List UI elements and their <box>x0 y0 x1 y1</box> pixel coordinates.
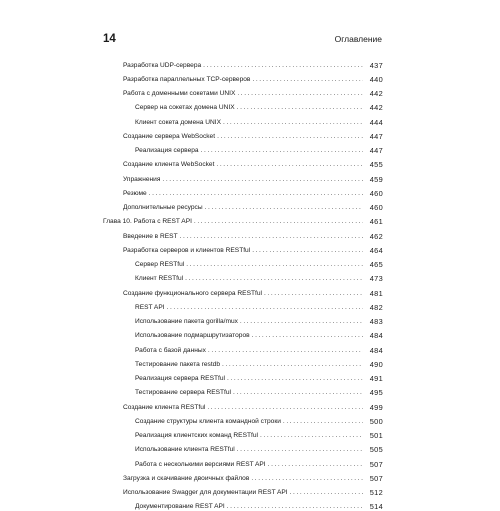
toc-entry-page: 442 <box>369 89 383 98</box>
toc-entry <box>103 198 383 212</box>
toc-entry <box>103 341 383 355</box>
toc-leader-dots <box>240 318 363 326</box>
toc-leader-dots <box>283 418 363 426</box>
toc-leader-dots <box>227 375 363 383</box>
toc-entry <box>103 70 383 84</box>
toc-entry <box>103 483 383 497</box>
toc-entry-title: Работа с доменными сокетами UNIX <box>123 90 236 97</box>
running-head: Оглавление <box>334 34 382 44</box>
toc-leader-dots <box>260 432 363 440</box>
toc-entry <box>103 326 383 340</box>
toc-leader-dots <box>201 147 363 155</box>
toc-entry-page: 507 <box>369 473 383 483</box>
toc-leader-dots <box>268 461 363 469</box>
toc-leader-dots <box>149 190 363 198</box>
toc-entry-page: 464 <box>369 245 383 255</box>
toc-entry-title: Реализация сервера RESTful <box>135 375 225 382</box>
toc-entry-page: 481 <box>369 288 383 298</box>
toc-entry-page: 473 <box>369 274 383 284</box>
toc-entry-page: 459 <box>369 174 383 184</box>
toc-entry <box>103 455 383 469</box>
toc-entry-page: 460 <box>369 203 383 212</box>
toc-leader-dots <box>264 290 363 298</box>
toc-entry-page: 437 <box>369 60 383 70</box>
toc-leader-dots <box>186 261 363 269</box>
toc-entry-title: Создание клиента WebSocket <box>123 161 215 169</box>
toc-entry-page: 447 <box>369 131 383 141</box>
toc-entry-title: Загрузка и скачивание двоичных файлов <box>123 474 250 482</box>
toc-entry <box>103 241 383 255</box>
page-number: 14 <box>103 33 116 45</box>
toc-entry <box>103 383 383 397</box>
toc-leader-dots <box>185 275 363 283</box>
toc-entry <box>103 398 383 412</box>
toc-entry <box>103 56 383 70</box>
toc-leader-dots <box>237 104 363 112</box>
toc-entry-page: 512 <box>369 488 383 497</box>
toc-entry <box>103 284 383 298</box>
toc-leader-dots <box>252 247 363 255</box>
toc-entry <box>103 412 383 426</box>
toc-entry-title: Реализация сервера <box>135 147 199 154</box>
toc-entry-page: 442 <box>369 103 383 113</box>
toc-entry-title: Использование пакета gorilla/mux <box>135 318 238 325</box>
toc-entry <box>103 355 383 369</box>
toc-entry-page: 499 <box>369 402 383 412</box>
toc-entry <box>103 141 383 155</box>
toc-entry <box>103 255 383 269</box>
toc-leader-dots <box>252 76 363 84</box>
toc-entry <box>103 212 383 226</box>
toc-entry <box>103 127 383 141</box>
toc-entry-page: 490 <box>369 359 383 369</box>
toc-leader-dots <box>180 233 363 241</box>
toc-leader-dots <box>222 361 363 369</box>
toc-entry <box>103 497 383 511</box>
toc-entry-title: Создание клиента RESTful <box>123 403 206 411</box>
toc-entry-title: REST API <box>135 303 165 311</box>
toc-entry <box>103 227 383 241</box>
toc-leader-dots <box>233 389 363 397</box>
toc-leader-dots <box>251 475 363 483</box>
toc-entry-page: 484 <box>369 345 383 355</box>
toc-entry-title: Создание структуры клиента командной строки <box>135 417 281 425</box>
toc-entry-title: Разработка UDP-сервера <box>123 61 202 69</box>
toc-entry-title: Глава 10. Работа с REST API <box>103 218 192 226</box>
toc-entry-page: 465 <box>369 260 383 269</box>
toc-entry-title: Сервер на сокетах домена UNIX <box>135 104 235 112</box>
toc-entry-page: 461 <box>369 217 383 227</box>
toc-entry-title: Дополнительные ресурсы <box>123 204 203 211</box>
toc-entry-page: 495 <box>369 388 383 398</box>
toc-leader-dots <box>223 119 363 127</box>
toc-entry-page: 483 <box>369 317 383 326</box>
toc-entry-title: Клиент RESTful <box>135 275 184 283</box>
toc-entry <box>103 98 383 112</box>
toc-entry-title: Документирование REST API <box>135 503 225 511</box>
toc-entry-title: Работа с базой данных <box>135 346 206 354</box>
toc-entry-page: 460 <box>369 188 383 198</box>
toc-leader-dots <box>237 90 363 98</box>
toc-entry-page: 440 <box>369 74 383 84</box>
toc-entry <box>103 113 383 127</box>
toc-leader-dots <box>227 503 363 511</box>
toc-entry <box>103 469 383 483</box>
toc-leader-dots <box>205 204 363 212</box>
toc-entry-title: Упражнения <box>123 175 161 183</box>
toc-entry-page: 507 <box>369 459 383 469</box>
toc-entry-page: 505 <box>369 445 383 455</box>
toc-entry-page: 500 <box>369 416 383 426</box>
toc-entry-title: Работа с несколькими версиями REST API <box>135 460 266 468</box>
toc-entry-page: 444 <box>369 117 383 127</box>
toc-entry-title: Использование подмаршрутизаторов <box>135 332 250 340</box>
toc-entry-page: 514 <box>369 502 383 511</box>
toc-entry <box>103 440 383 454</box>
toc-entry-title: Реализация клиентских команд RESTful <box>135 432 258 439</box>
toc-entry <box>103 369 383 383</box>
toc-entry-page: 455 <box>369 160 383 170</box>
toc-entry-title: Тестирование сервера RESTful <box>135 389 232 397</box>
toc-leader-dots <box>162 176 363 184</box>
toc-leader-dots <box>203 62 363 70</box>
toc-entry-page: 491 <box>369 374 383 383</box>
toc-leader-dots <box>237 446 363 454</box>
toc-entry-title: Разработка серверов и клиентов RESTful <box>123 246 251 254</box>
toc-entry-page: 447 <box>369 146 383 155</box>
toc-entry-title: Использование клиента RESTful <box>135 446 235 454</box>
toc-leader-dots <box>167 304 363 312</box>
toc-leader-dots <box>208 347 363 355</box>
toc-entry <box>103 269 383 283</box>
toc-entry-title: Введение в REST <box>123 232 178 240</box>
toc-entry <box>103 155 383 169</box>
toc-entry-title: Создание сервера WebSocket <box>123 132 216 140</box>
toc-leader-dots <box>216 161 363 169</box>
toc-entry <box>103 312 383 326</box>
toc-leader-dots <box>194 218 363 226</box>
toc-entry-title: Создание функционального сервера RESTful <box>123 289 262 297</box>
toc-leader-dots <box>290 489 363 497</box>
toc-entry-title: Использование Swagger для документации REST API <box>123 489 288 496</box>
toc-entry <box>103 84 383 98</box>
toc-entry-title: Резюме <box>123 189 147 197</box>
toc-leader-dots <box>217 133 363 141</box>
toc-entry-page: 482 <box>369 302 383 312</box>
toc-entry <box>103 426 383 440</box>
toc-entry-title: Клиент сокета домена UNIX <box>135 118 222 126</box>
toc-entry-page: 501 <box>369 431 383 440</box>
toc-entry-title: Разработка параллельных TCP-серверов <box>123 75 251 83</box>
toc-entry-page: 462 <box>369 231 383 241</box>
toc-entry-title: Сервер RESTful <box>135 261 185 268</box>
toc-entry <box>103 298 383 312</box>
toc-entry <box>103 170 383 184</box>
toc-leader-dots <box>207 404 363 412</box>
toc-entry <box>103 184 383 198</box>
toc-entry-title: Тестирование пакета restdb <box>135 360 220 368</box>
toc-leader-dots <box>252 332 363 340</box>
toc-entry-page: 484 <box>369 331 383 341</box>
